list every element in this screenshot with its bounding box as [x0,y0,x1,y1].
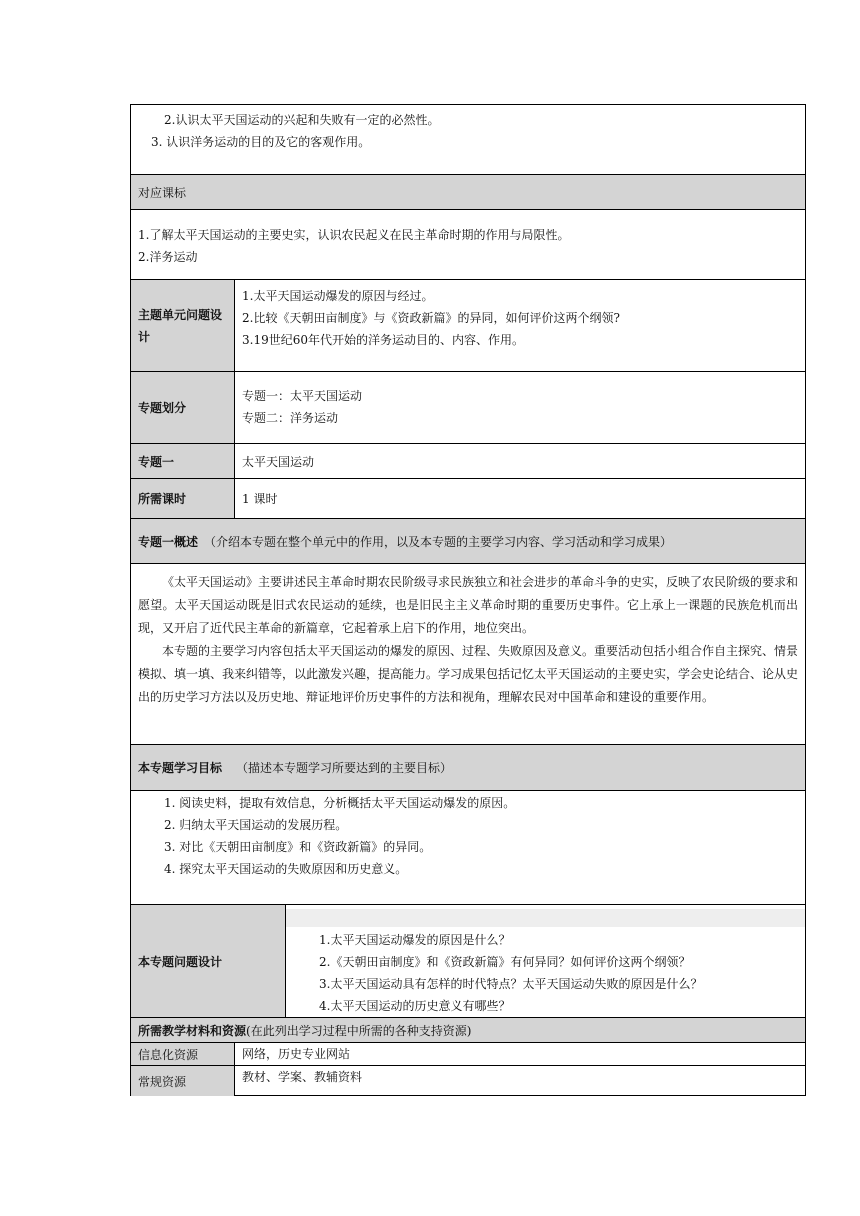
unit-question-line: 3.19世纪60年代开始的洋务运动目的、内容、作用。 [242,333,524,347]
goal-line: 3. 对比《天朝田亩制度》和《资政新篇》的异同。 [164,840,432,854]
topics-row [131,372,805,444]
goal-line: 4. 探究太平天国运动的失败原因和历史意义。 [164,862,408,876]
standards-content-row [131,210,805,280]
unit-questions-row [131,280,805,372]
lesson-plan-table [130,104,806,1096]
resource-value: 网络，历史专业网站 [242,1047,351,1061]
resource-row [131,1043,805,1066]
resources-header-row [131,1018,805,1043]
hours-cell [235,479,805,518]
topic1-cell [235,444,805,478]
overview-header [138,519,672,563]
goals-header-row [131,745,805,791]
questions-label: 本专题问题设计 [131,905,286,1017]
topics-label: 专题划分 [131,372,235,443]
overview-header-row [131,519,805,564]
topic1-value: 太平天国运动 [242,455,315,469]
overview-header-note: （介绍本专题在整个单元中的作用，以及本专题的主要学习内容、学习活动和学习成果） [204,534,673,549]
standards-header: 对应课标 [138,185,187,200]
resource-label: 常规资源 [131,1066,235,1096]
unit-question-line: 2.比较《天朝田亩制度》与《资政新篇》的异同，如何评价这两个纲领? [242,311,620,325]
objectives-continued-row [131,105,805,175]
resource-row [131,1066,805,1096]
resources-header-note: (在此列出学习过程中所需的各种支持资源) [246,1023,472,1038]
standards-header-row [131,175,805,210]
goal-line: 1. 阅读史料，提取有效信息，分析概括太平天国运动爆发的原因。 [164,796,516,810]
goals-header-note: （描述本专题学习所要达到的主要目标） [236,761,453,775]
topic1-label: 专题一 [131,444,235,478]
resources-header-title: 所需教学材料和资源 [138,1023,247,1038]
questions-row [131,905,805,1018]
unit-questions-label: 主题单元问题设计 [131,280,235,371]
question-line: 2.《天朝田亩制度》和《资政新篇》有何异同？如何评价这两个纲领？ [319,955,691,969]
hours-value: 1 课时 [242,492,278,506]
hours-label: 所需课时 [131,479,235,518]
unit-questions-cell [235,280,805,371]
overview-content-row [131,564,805,745]
overview-paragraph: 《太平天国运动》主要讲述民主革命时期农民阶级寻求民族独立和社会进步的革命斗争的史实，反映了农民阶级的要求和愿望。太平天国运动既是旧式农民运动的延续，也是旧民主主义革命时期的重要历史事件。它上承上一课题的民族危机而出现，又开启了近代民主革命的新篇章，它起着承上启下的作用，地位突出。 [138,575,799,635]
question-line: 1.太平天国运动爆发的原因是什么？ [319,933,511,947]
questions-shade-strip [286,909,805,927]
topics-cell [235,372,805,443]
topic1-row [131,444,805,479]
overview-header-title: 专题一概述 [138,534,199,549]
hours-row [131,479,805,519]
questions-cell [286,905,805,1017]
question-line: 3.太平天国运动具有怎样的时代特点？太平天国运动失败的原因是什么？ [319,977,703,991]
overview-text [138,571,798,709]
standard-line: 1.了解太平天国运动的主要史实，认识农民起义在民主革命时期的作用与局限性。 [138,228,570,242]
question-line: 4.太平天国运动的历史意义有哪些？ [319,999,511,1013]
resource-label: 信息化资源 [131,1043,235,1065]
unit-question-line: 1.太平天国运动爆发的原因与经过。 [242,289,434,303]
topic-line: 专题一：太平天国运动 [242,389,363,403]
resources-header [138,1018,471,1042]
goal-line: 2. 归纳太平天国运动的发展历程。 [164,818,348,832]
topic-line: 专题二：洋务运动 [242,411,339,425]
goals-header-title: 本专题学习目标 [138,761,223,775]
standard-line: 2.洋务运动 [138,250,198,264]
objective-line: 2.认识太平天国运动的兴起和失败有一定的必然性。 [164,113,440,127]
resource-cell [235,1043,805,1065]
resource-cell [235,1066,805,1096]
goals-content-row [131,791,805,905]
overview-paragraph: 本专题的主要学习内容包括太平天国运动的爆发的原因、过程、失败原因及意义。重要活动包括小组合作自主探究、情景模拟、填一填、我来纠错等，以此激发兴趣，提高能力。学习成果包括记忆太平天国运动的主要史实，学会史论结合、论从史出的历史学习方法以及历史地、辩证地评价历史事件的方法和视角，理解农民对中国革命和建设的重要作用。 [138,644,799,704]
goals-header [138,745,452,790]
objective-line: 3. 认识洋务运动的目的及它的客观作用。 [151,135,371,149]
resource-value: 教材、学案、教辅资料 [242,1070,363,1084]
